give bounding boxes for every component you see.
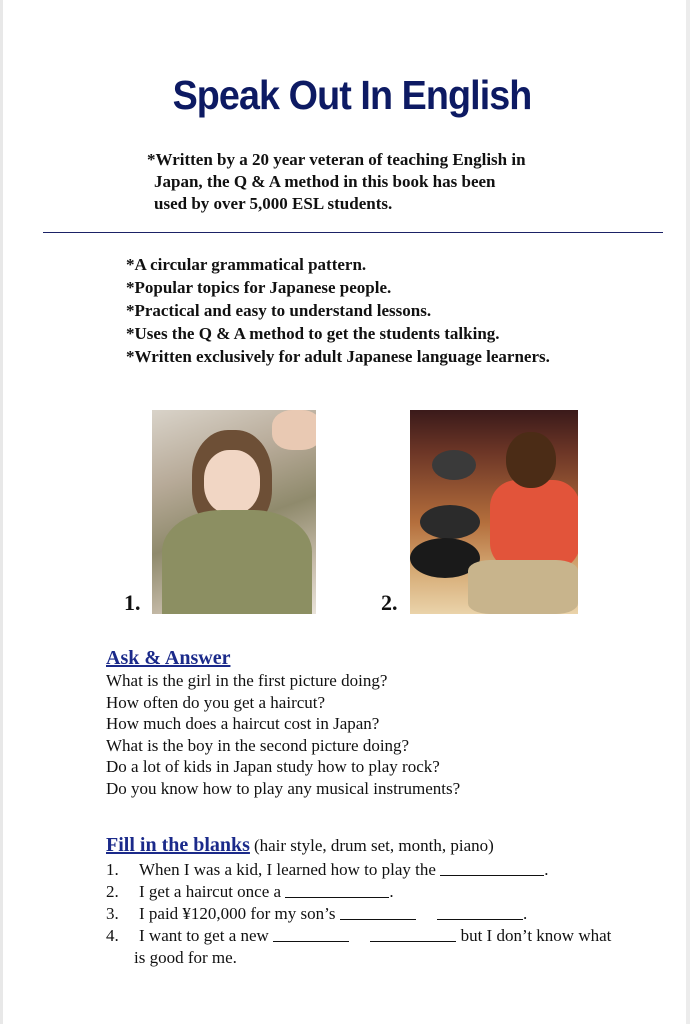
blank-item xyxy=(106,881,676,903)
question-list xyxy=(106,670,460,799)
intro-line: used by over 5,000 ESL students. xyxy=(154,194,393,213)
item-text: I get a haircut once a xyxy=(139,882,282,901)
answer-blank[interactable] xyxy=(437,903,523,920)
feature-item: *Uses the Q & A method to get the students talking. xyxy=(126,324,500,343)
boy-drums-photo xyxy=(410,410,578,614)
figure-number: 1. xyxy=(124,590,141,615)
intro-line: Japan, the Q & A method in this book has been xyxy=(154,172,496,191)
feature-item: *Written exclusively for adult Japanese language learners. xyxy=(126,347,550,366)
boy-shirt xyxy=(490,480,578,570)
drum-pad xyxy=(432,450,476,480)
item-number: 2. xyxy=(106,882,119,901)
feature-item: *Popular topics for Japanese people. xyxy=(126,278,392,297)
drum-pad xyxy=(420,505,480,539)
answer-blank[interactable] xyxy=(370,925,456,942)
item-text: I want to get a new xyxy=(139,926,269,945)
page-edge xyxy=(0,0,3,1024)
girl-haircut-photo xyxy=(152,410,316,614)
feature-list xyxy=(126,253,550,368)
blank-item xyxy=(106,859,676,881)
item-end: . xyxy=(389,882,394,901)
salon-smock xyxy=(162,510,312,614)
section-heading: Fill in the blanks xyxy=(106,834,250,856)
item-number: 3. xyxy=(106,904,119,923)
word-bank: (hair style, drum set, month, piano) xyxy=(253,836,494,855)
blank-item-continuation: is good for me. xyxy=(134,948,237,967)
girl-face xyxy=(204,450,260,514)
answer-blank[interactable] xyxy=(340,903,416,920)
item-text-after: but I don’t know what xyxy=(460,926,612,945)
answer-blank[interactable] xyxy=(440,859,544,876)
item-number: 1. xyxy=(106,860,119,879)
question-item: Do a lot of kids in Japan study how to play rock? xyxy=(106,757,440,776)
answer-blank[interactable] xyxy=(285,881,389,898)
boy-legs xyxy=(468,560,578,614)
feature-item: *Practical and easy to understand lessons. xyxy=(126,301,432,320)
section-heading: Ask & Answer xyxy=(106,647,231,669)
blank-list xyxy=(106,859,676,969)
question-item: How much does a haircut cost in Japan? xyxy=(106,714,380,733)
item-text: I paid ¥120,000 for my son’s xyxy=(139,904,336,923)
fill-blanks-section xyxy=(106,833,676,969)
intro-line: *Written by a 20 year veteran of teaching English in xyxy=(147,150,526,169)
question-item: Do you know how to play any musical instruments? xyxy=(106,778,461,798)
page-edge xyxy=(686,0,690,1024)
item-end: . xyxy=(544,860,549,879)
fill-header xyxy=(106,833,676,859)
question-item: How often do you get a haircut? xyxy=(106,692,326,712)
blank-item xyxy=(106,925,676,947)
item-text: When I was a kid, I learned how to play the xyxy=(139,860,436,879)
answer-blank[interactable] xyxy=(273,925,349,942)
page-title: Speak Out In English xyxy=(172,72,532,118)
stylist-hand xyxy=(272,410,316,450)
blank-item xyxy=(106,903,676,925)
divider xyxy=(43,232,663,233)
feature-item: *A circular grammatical pattern. xyxy=(126,255,367,274)
item-end: . xyxy=(522,904,528,923)
boy-head xyxy=(506,432,556,488)
intro-text xyxy=(147,149,587,215)
question-item: What is the girl in the first picture doing? xyxy=(106,671,388,690)
item-number: 4. xyxy=(106,926,119,945)
ask-answer-section xyxy=(106,646,460,799)
question-item: What is the boy in the second picture doing? xyxy=(106,735,410,755)
figure-number: 2. xyxy=(381,590,398,615)
